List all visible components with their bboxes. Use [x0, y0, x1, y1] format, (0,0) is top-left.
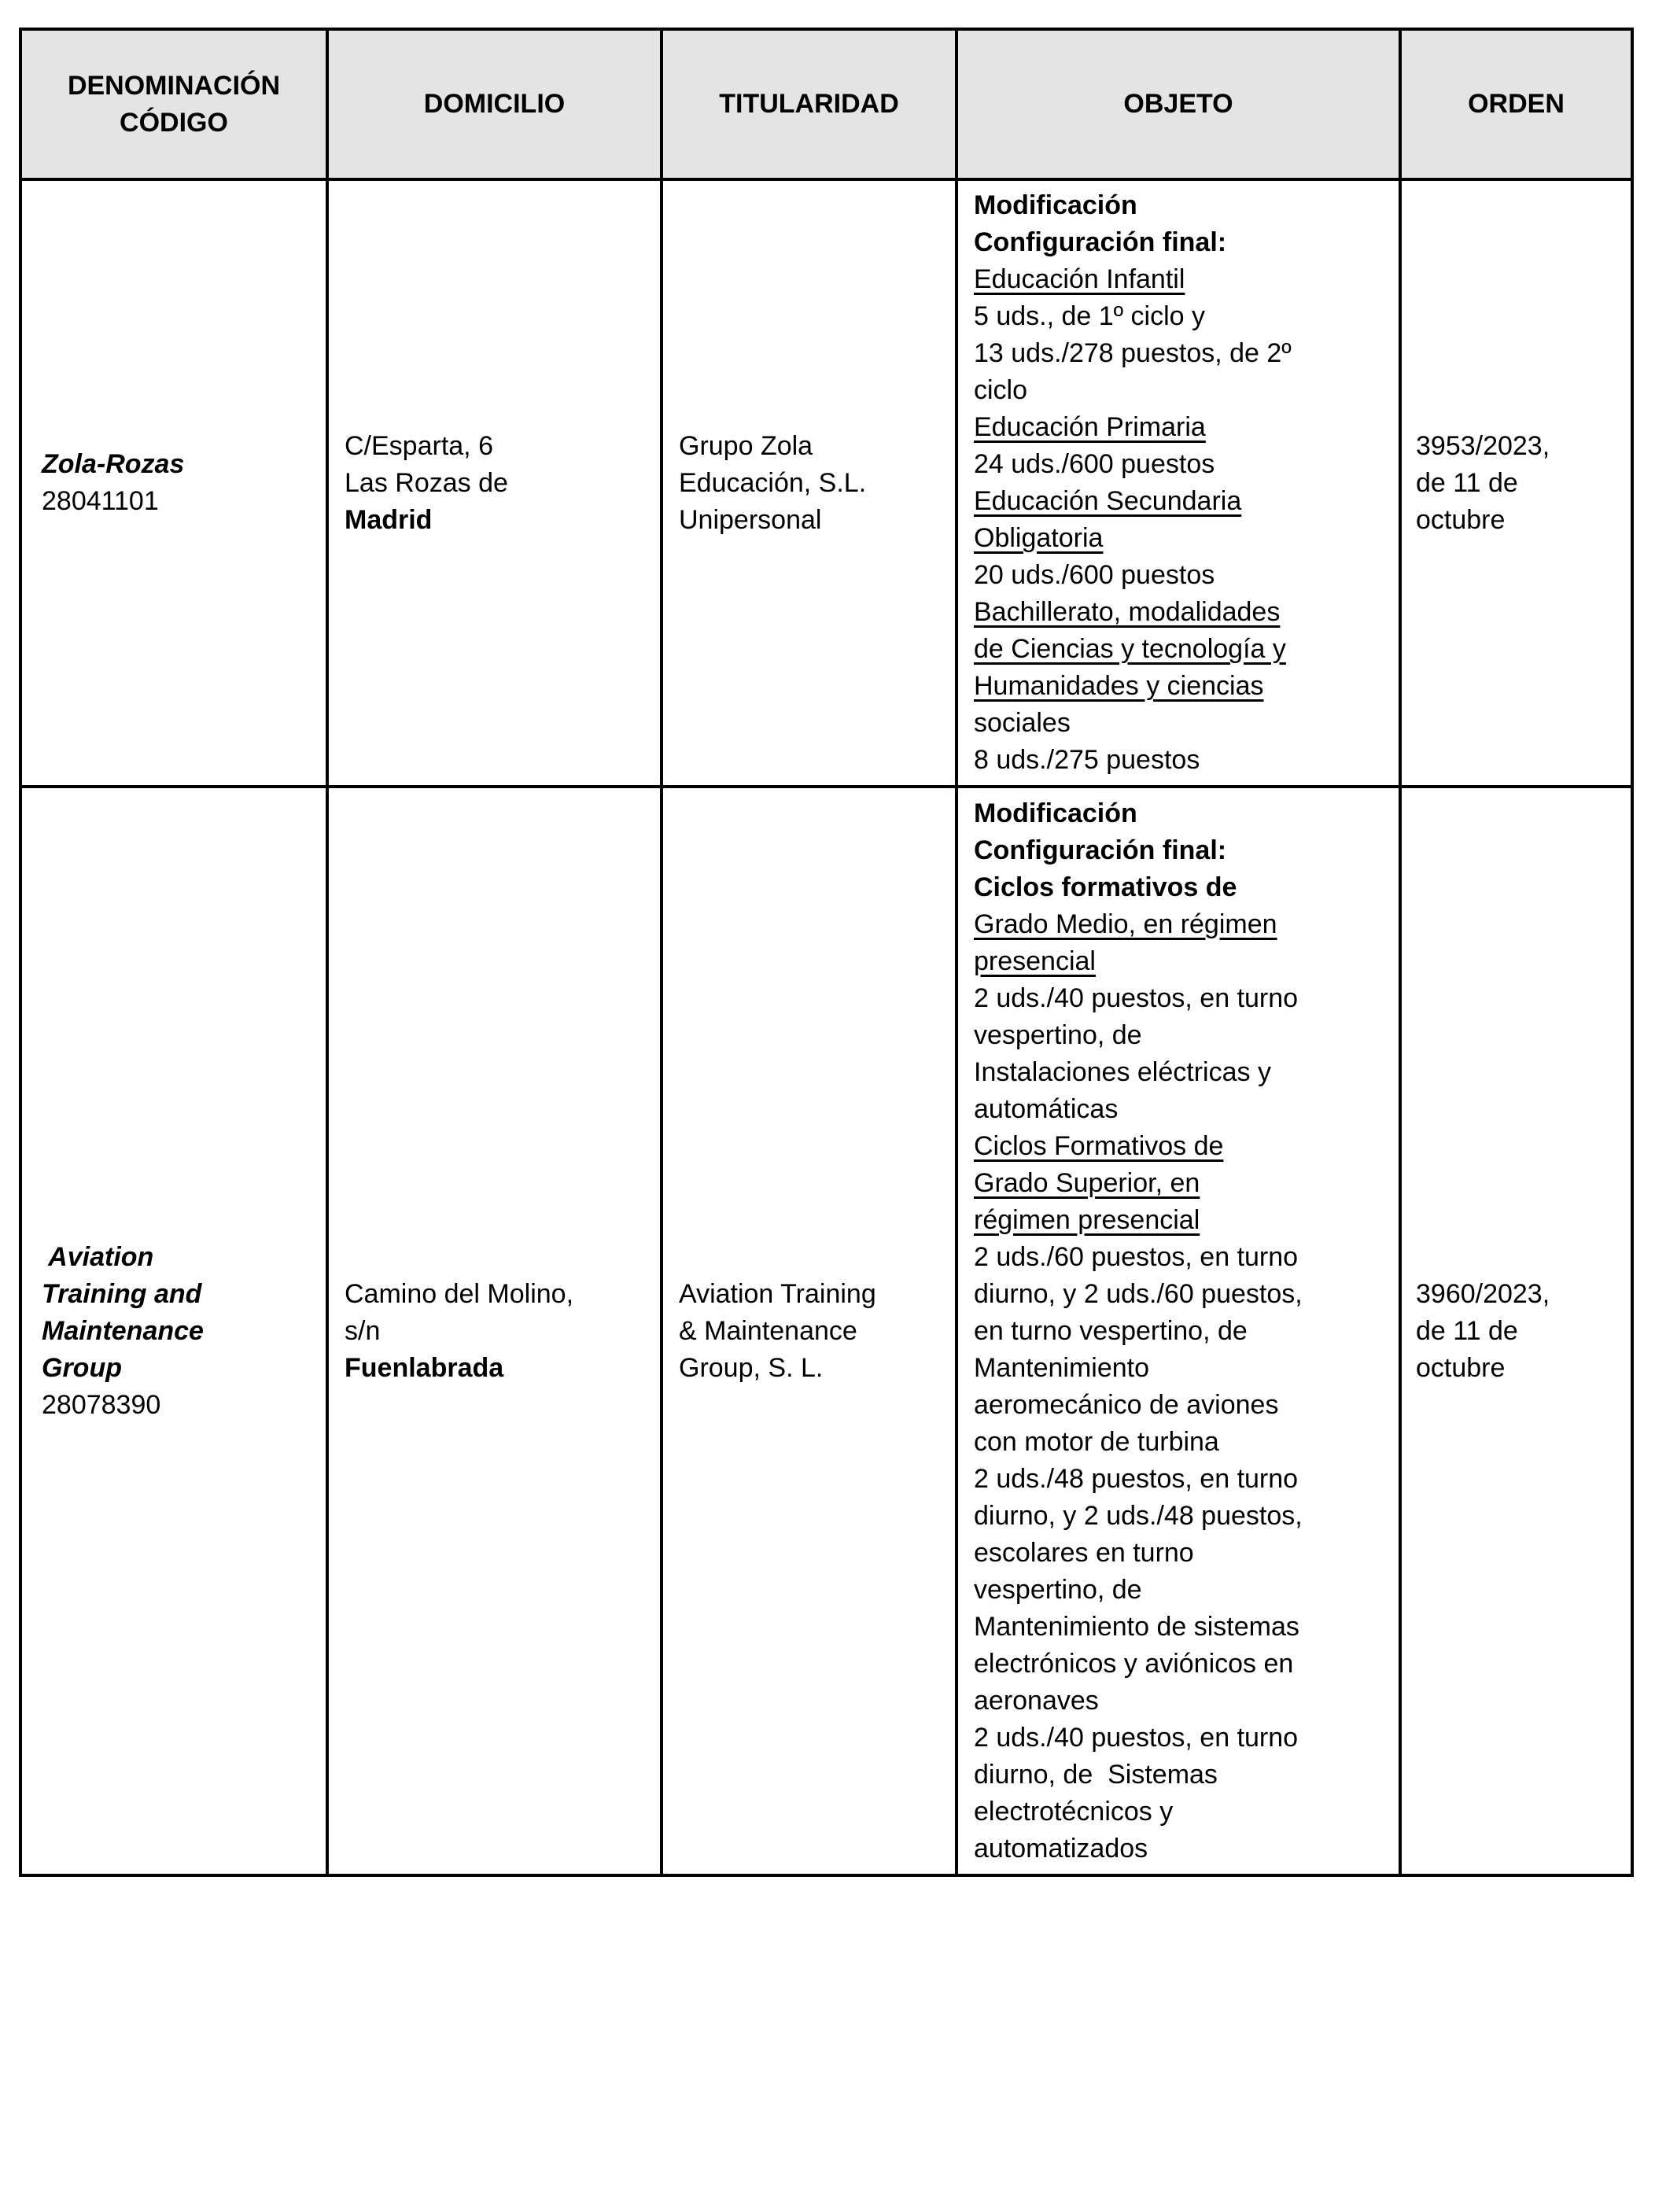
- header-objeto: [957, 29, 1400, 179]
- text-line: Aviation Training: [679, 1278, 876, 1309]
- header-row: [20, 29, 1632, 179]
- text-line: con motor de turbina: [974, 1426, 1219, 1457]
- text-line: aeronaves: [974, 1685, 1099, 1716]
- text-line: Bachillerato, modalidades: [974, 597, 1281, 627]
- text-line: 24 uds./600 puestos: [974, 449, 1215, 479]
- text-line: Configuración final:: [974, 835, 1227, 865]
- cell-titularidad: [662, 179, 957, 787]
- cell-orden: [1400, 787, 1632, 1875]
- cell-domicilio: [327, 179, 662, 787]
- text-line: Ciclos Formativos de: [974, 1130, 1224, 1161]
- text-line: automatizados: [974, 1833, 1148, 1864]
- text-line: ORDEN: [1468, 89, 1565, 119]
- text-line: Instalaciones eléctricas y: [974, 1056, 1271, 1087]
- text-line: Ciclos formativos de: [974, 872, 1237, 902]
- cell-domicilio: [327, 787, 662, 1875]
- text-line: de Ciencias y tecnología y: [974, 634, 1286, 664]
- text-line: Educación Infantil: [974, 264, 1185, 294]
- text-line: TITULARIDAD: [719, 89, 899, 119]
- text-line: octubre: [1416, 1352, 1506, 1383]
- text-line: Mantenimiento: [974, 1352, 1150, 1383]
- text-line: Las Rozas de: [345, 467, 508, 498]
- text-line: vespertino, de: [974, 1574, 1142, 1605]
- text-line: Educación Secundaria: [974, 486, 1242, 516]
- table-row-zola-rozas: [20, 179, 1632, 787]
- text-line: 5 uds., de 1º ciclo y: [974, 301, 1206, 331]
- text-line: Configuración final:: [974, 227, 1227, 257]
- text-line: de 11 de: [1416, 1315, 1518, 1346]
- text-line: 20 uds./600 puestos: [974, 560, 1215, 590]
- text-line: 3960/2023,: [1416, 1278, 1550, 1309]
- text-line: Fuenlabrada: [345, 1352, 504, 1383]
- text-line: Educación, S.L.: [679, 467, 867, 498]
- text-line: Unipersonal: [679, 504, 822, 535]
- cell-objeto: [957, 787, 1400, 1875]
- text-line: Maintenance: [42, 1315, 204, 1346]
- text-line: 3953/2023,: [1416, 430, 1550, 461]
- text-line: Humanidades y ciencias: [974, 671, 1264, 701]
- text-line: 13 uds./278 puestos, de 2º: [974, 338, 1292, 368]
- text-line: DENOMINACIÓN: [67, 70, 281, 101]
- text-line: Mantenimiento de sistemas: [974, 1611, 1299, 1642]
- text-line: sociales: [974, 708, 1071, 738]
- text-line: C/Esparta, 6: [345, 430, 493, 461]
- text-line: diurno, y 2 uds./48 puestos,: [974, 1500, 1303, 1531]
- text-line: electrotécnicos y: [974, 1796, 1174, 1827]
- text-line: Zola-Rozas: [42, 449, 185, 479]
- cell-objeto: [957, 179, 1400, 787]
- text-line: 28078390: [42, 1389, 161, 1420]
- text-line: Grado Medio, en régimen: [974, 909, 1277, 939]
- cell-titularidad: [662, 787, 957, 1875]
- text-line: Group: [42, 1352, 122, 1383]
- header-domicilio: [327, 29, 662, 179]
- text-line: & Maintenance: [679, 1315, 857, 1346]
- cell-denominacion-codigo: [20, 179, 327, 787]
- text-line: ciclo: [974, 375, 1028, 405]
- text-line: octubre: [1416, 504, 1506, 535]
- education-centers-table: [19, 28, 1634, 1877]
- text-line: 2 uds./40 puestos, en turno: [974, 982, 1299, 1013]
- text-line: Madrid: [345, 504, 433, 535]
- text-line: automáticas: [974, 1093, 1119, 1124]
- text-line: Modificación: [974, 798, 1137, 828]
- table-row-aviation-group: [20, 787, 1632, 1875]
- text-line: diurno, y 2 uds./60 puestos,: [974, 1278, 1303, 1309]
- text-line: Obligatoria: [974, 523, 1104, 553]
- cell-orden: [1400, 179, 1632, 787]
- text-line: DOMICILIO: [423, 89, 566, 119]
- text-line: Grado Superior, en: [974, 1167, 1200, 1198]
- text-line: 2 uds./48 puestos, en turno: [974, 1463, 1299, 1494]
- text-line: de 11 de: [1416, 467, 1518, 498]
- header-titularidad: [662, 29, 957, 179]
- text-line: vespertino, de: [974, 1019, 1142, 1050]
- text-line: OBJETO: [1123, 89, 1233, 119]
- text-line: Camino del Molino,: [345, 1278, 574, 1309]
- header-orden: [1400, 29, 1632, 179]
- text-line: régimen presencial: [974, 1204, 1200, 1235]
- text-line: electrónicos y aviónicos en: [974, 1648, 1294, 1679]
- text-line: Group, S. L.: [679, 1352, 824, 1383]
- text-line: diurno, de Sistemas: [974, 1759, 1218, 1790]
- text-line: Grupo Zola: [679, 430, 813, 461]
- text-line: 2 uds./40 puestos, en turno: [974, 1722, 1299, 1753]
- text-line: escolares en turno: [974, 1537, 1194, 1568]
- text-line: presencial: [974, 946, 1096, 976]
- header-denominacion-codigo: [20, 29, 327, 179]
- text-line: Modificación: [974, 190, 1137, 220]
- text-line: Educación Primaria: [974, 412, 1206, 442]
- text-line: s/n: [345, 1315, 381, 1346]
- text-line: CÓDIGO: [120, 107, 228, 138]
- text-line: 2 uds./60 puestos, en turno: [974, 1241, 1299, 1272]
- text-line: 8 uds./275 puestos: [974, 745, 1200, 775]
- text-line: aeromecánico de aviones: [974, 1389, 1279, 1420]
- cell-denominacion-codigo: [20, 787, 327, 1875]
- text-line: Aviation: [42, 1241, 154, 1272]
- text-line: Training and: [42, 1278, 202, 1309]
- text-line: en turno vespertino, de: [974, 1315, 1248, 1346]
- text-line: 28041101: [42, 486, 159, 516]
